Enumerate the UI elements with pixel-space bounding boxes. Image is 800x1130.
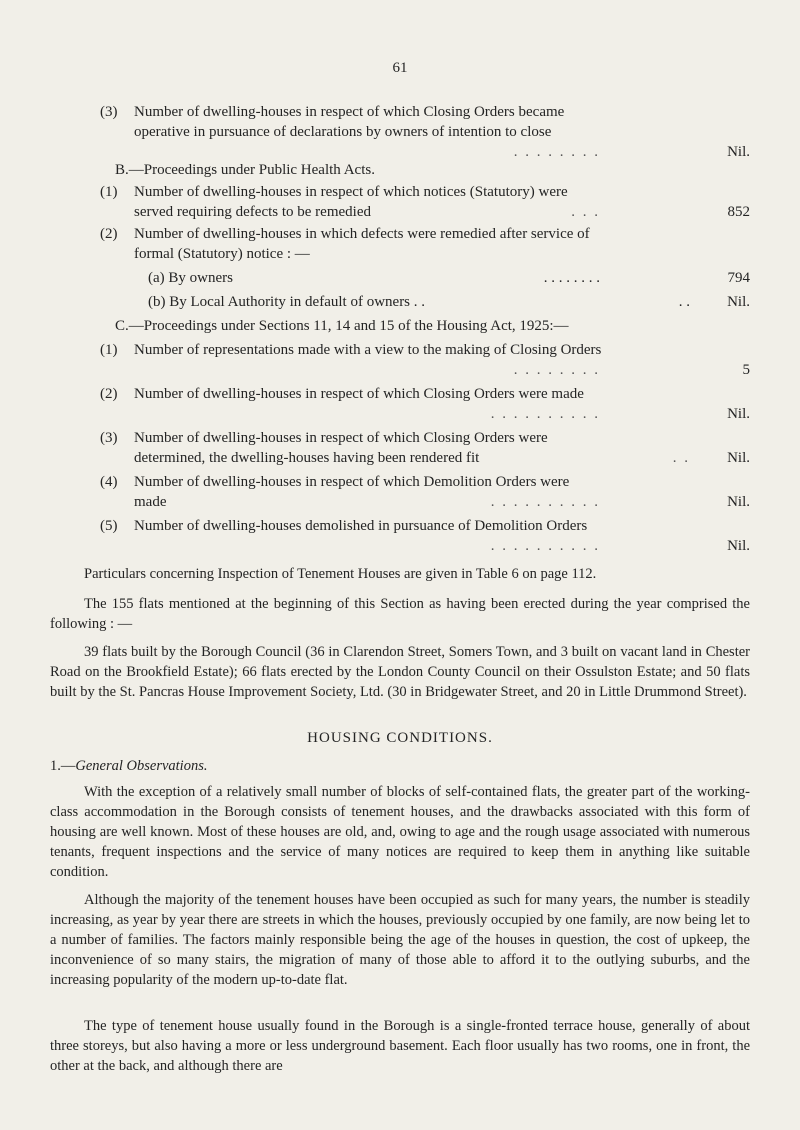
by-local-authority-row	[148, 292, 750, 312]
item-text: Number of dwelling-houses demolished in pursuance of Demolition Orders	[134, 518, 588, 534]
flats-intro-paragraph: The 155 flats mentioned at the beginning of this Section as having been erected during the year comprised the following : —	[50, 596, 750, 632]
housing-act-entry	[100, 340, 750, 382]
section-c-heading: C.—Proceedings under Sections 11, 14 and 15 of the Housing Act, 1925:—	[115, 318, 569, 334]
item-text: Number of representations made with a view to the making of Closing Orders	[134, 342, 602, 358]
leader-dots: . . . . . . . .	[513, 144, 600, 160]
item-number: (3)	[100, 430, 118, 446]
leader-dots: . .	[672, 450, 690, 466]
item-text: Number of dwelling-houses in respect of which notices (Statutory) were served requiring defects to be remedied	[134, 184, 568, 220]
page-number: 61	[392, 60, 408, 76]
item-value: Nil.	[727, 406, 750, 422]
tenement-inspection-note: Particulars concerning Inspection of Tenement Houses are given in Table 6 on page 112.	[84, 566, 597, 582]
item-value: Nil.	[727, 144, 750, 160]
item-value: Nil.	[727, 538, 750, 554]
item-number: (1)	[100, 184, 118, 200]
general-observations-heading	[50, 756, 750, 776]
housing-act-entry	[100, 472, 750, 514]
sub-value: 794	[727, 270, 750, 286]
subsection-number: 1.—	[50, 758, 76, 774]
leader-dots: . .	[678, 294, 690, 310]
housing-act-entry	[100, 384, 750, 426]
defects-remedied-entry	[100, 224, 750, 266]
item-number: (4)	[100, 474, 118, 490]
leader-dots: . . .	[571, 204, 600, 220]
leader-dots: . . . . . . . .	[543, 270, 600, 286]
item-value: 5	[742, 362, 750, 378]
item-text: Number of dwelling-houses in which defects were remedied after service of formal (Statutory) notice : —	[134, 226, 590, 262]
item-text: Number of dwelling-houses in respect of which Demolition Orders were made	[134, 474, 570, 510]
housing-act-entry	[100, 516, 750, 558]
item-text: Number of dwelling-houses in respect of which Closing Orders were determined, the dwelling-houses having been rendered fit	[134, 430, 548, 466]
item-text: Number of dwelling-houses in respect of which Closing Orders became operative in pursuance of declarations by owners of intention to close	[134, 104, 565, 140]
subsection-title: General Observations.	[75, 758, 208, 774]
by-owners-row	[148, 268, 750, 288]
closing-orders-by-owners-entry	[100, 102, 750, 162]
leader-dots: . . . . . . . . . .	[490, 494, 600, 510]
housing-act-entry	[100, 428, 750, 470]
body-paragraph: The type of tenement house usually found in the Borough is a single-fronted terrace house, generally of about three storeys, but also having a more or less underground basement. Each floor usually has two rooms, one in front, the other at the back, and although there are	[50, 1018, 750, 1074]
sub-value: Nil.	[727, 294, 750, 310]
leader-dots: . . . . . . . .	[513, 362, 600, 378]
item-text: Number of dwelling-houses in respect of which Closing Orders were made	[134, 386, 584, 402]
item-number: (1)	[100, 342, 118, 358]
item-number: (5)	[100, 518, 118, 534]
item-number: (2)	[100, 226, 118, 242]
housing-conditions-heading: HOUSING CONDITIONS.	[307, 730, 493, 746]
flats-detail-paragraph: 39 flats built by the Borough Council (36 in Clarendon Street, Somers Town, and 3 built on vacant land in Chester Road on the Brookfield Estate); 66 flats erected by the London County Council on their Ossulston Estate; and 50 flats built by the St. Pancras House Improvement Society, Ltd. (30 in Bridgewater Street, and 20 in Little Drummond Street).	[50, 644, 750, 700]
sub-label: (b) By Local Authority in default of owners . .	[148, 294, 426, 310]
item-value: Nil.	[727, 450, 750, 466]
item-number: (3)	[100, 104, 118, 120]
item-value: 852	[727, 204, 750, 220]
item-number: (2)	[100, 386, 118, 402]
body-paragraph: Although the majority of the tenement houses have been occupied as such for many years, the number is steadily increasing, as year by year there are streets in which the houses, previously occupied by one family, are now being let to a number of families. The factors mainly responsible being the age of the houses in question, the cost of upkeep, the inconvenience of so many stairs, the migration of many of those able to afford it to the outlying suburbs, and the increasing popularity of the modern up-to-date flat.	[50, 892, 750, 988]
item-value: Nil.	[727, 494, 750, 510]
body-paragraph: With the exception of a relatively small number of blocks of self-contained flats, the greater part of the working-class accommodation in the Borough consists of tenement houses, and the drawbacks associated with this form of housing are well known. Most of these houses are old, and, owing to age and the rough usage associated with numerous tenants, frequent inspections and the service of many notices are required to keep them in anything like suitable condition.	[50, 784, 750, 880]
leader-dots: . . . . . . . . . .	[490, 538, 600, 554]
statutory-notices-entry	[100, 182, 750, 224]
section-b-heading: B.—Proceedings under Public Health Acts.	[115, 162, 375, 178]
leader-dots: . . . . . . . . . .	[490, 406, 600, 422]
sub-label: (a) By owners	[148, 270, 233, 286]
